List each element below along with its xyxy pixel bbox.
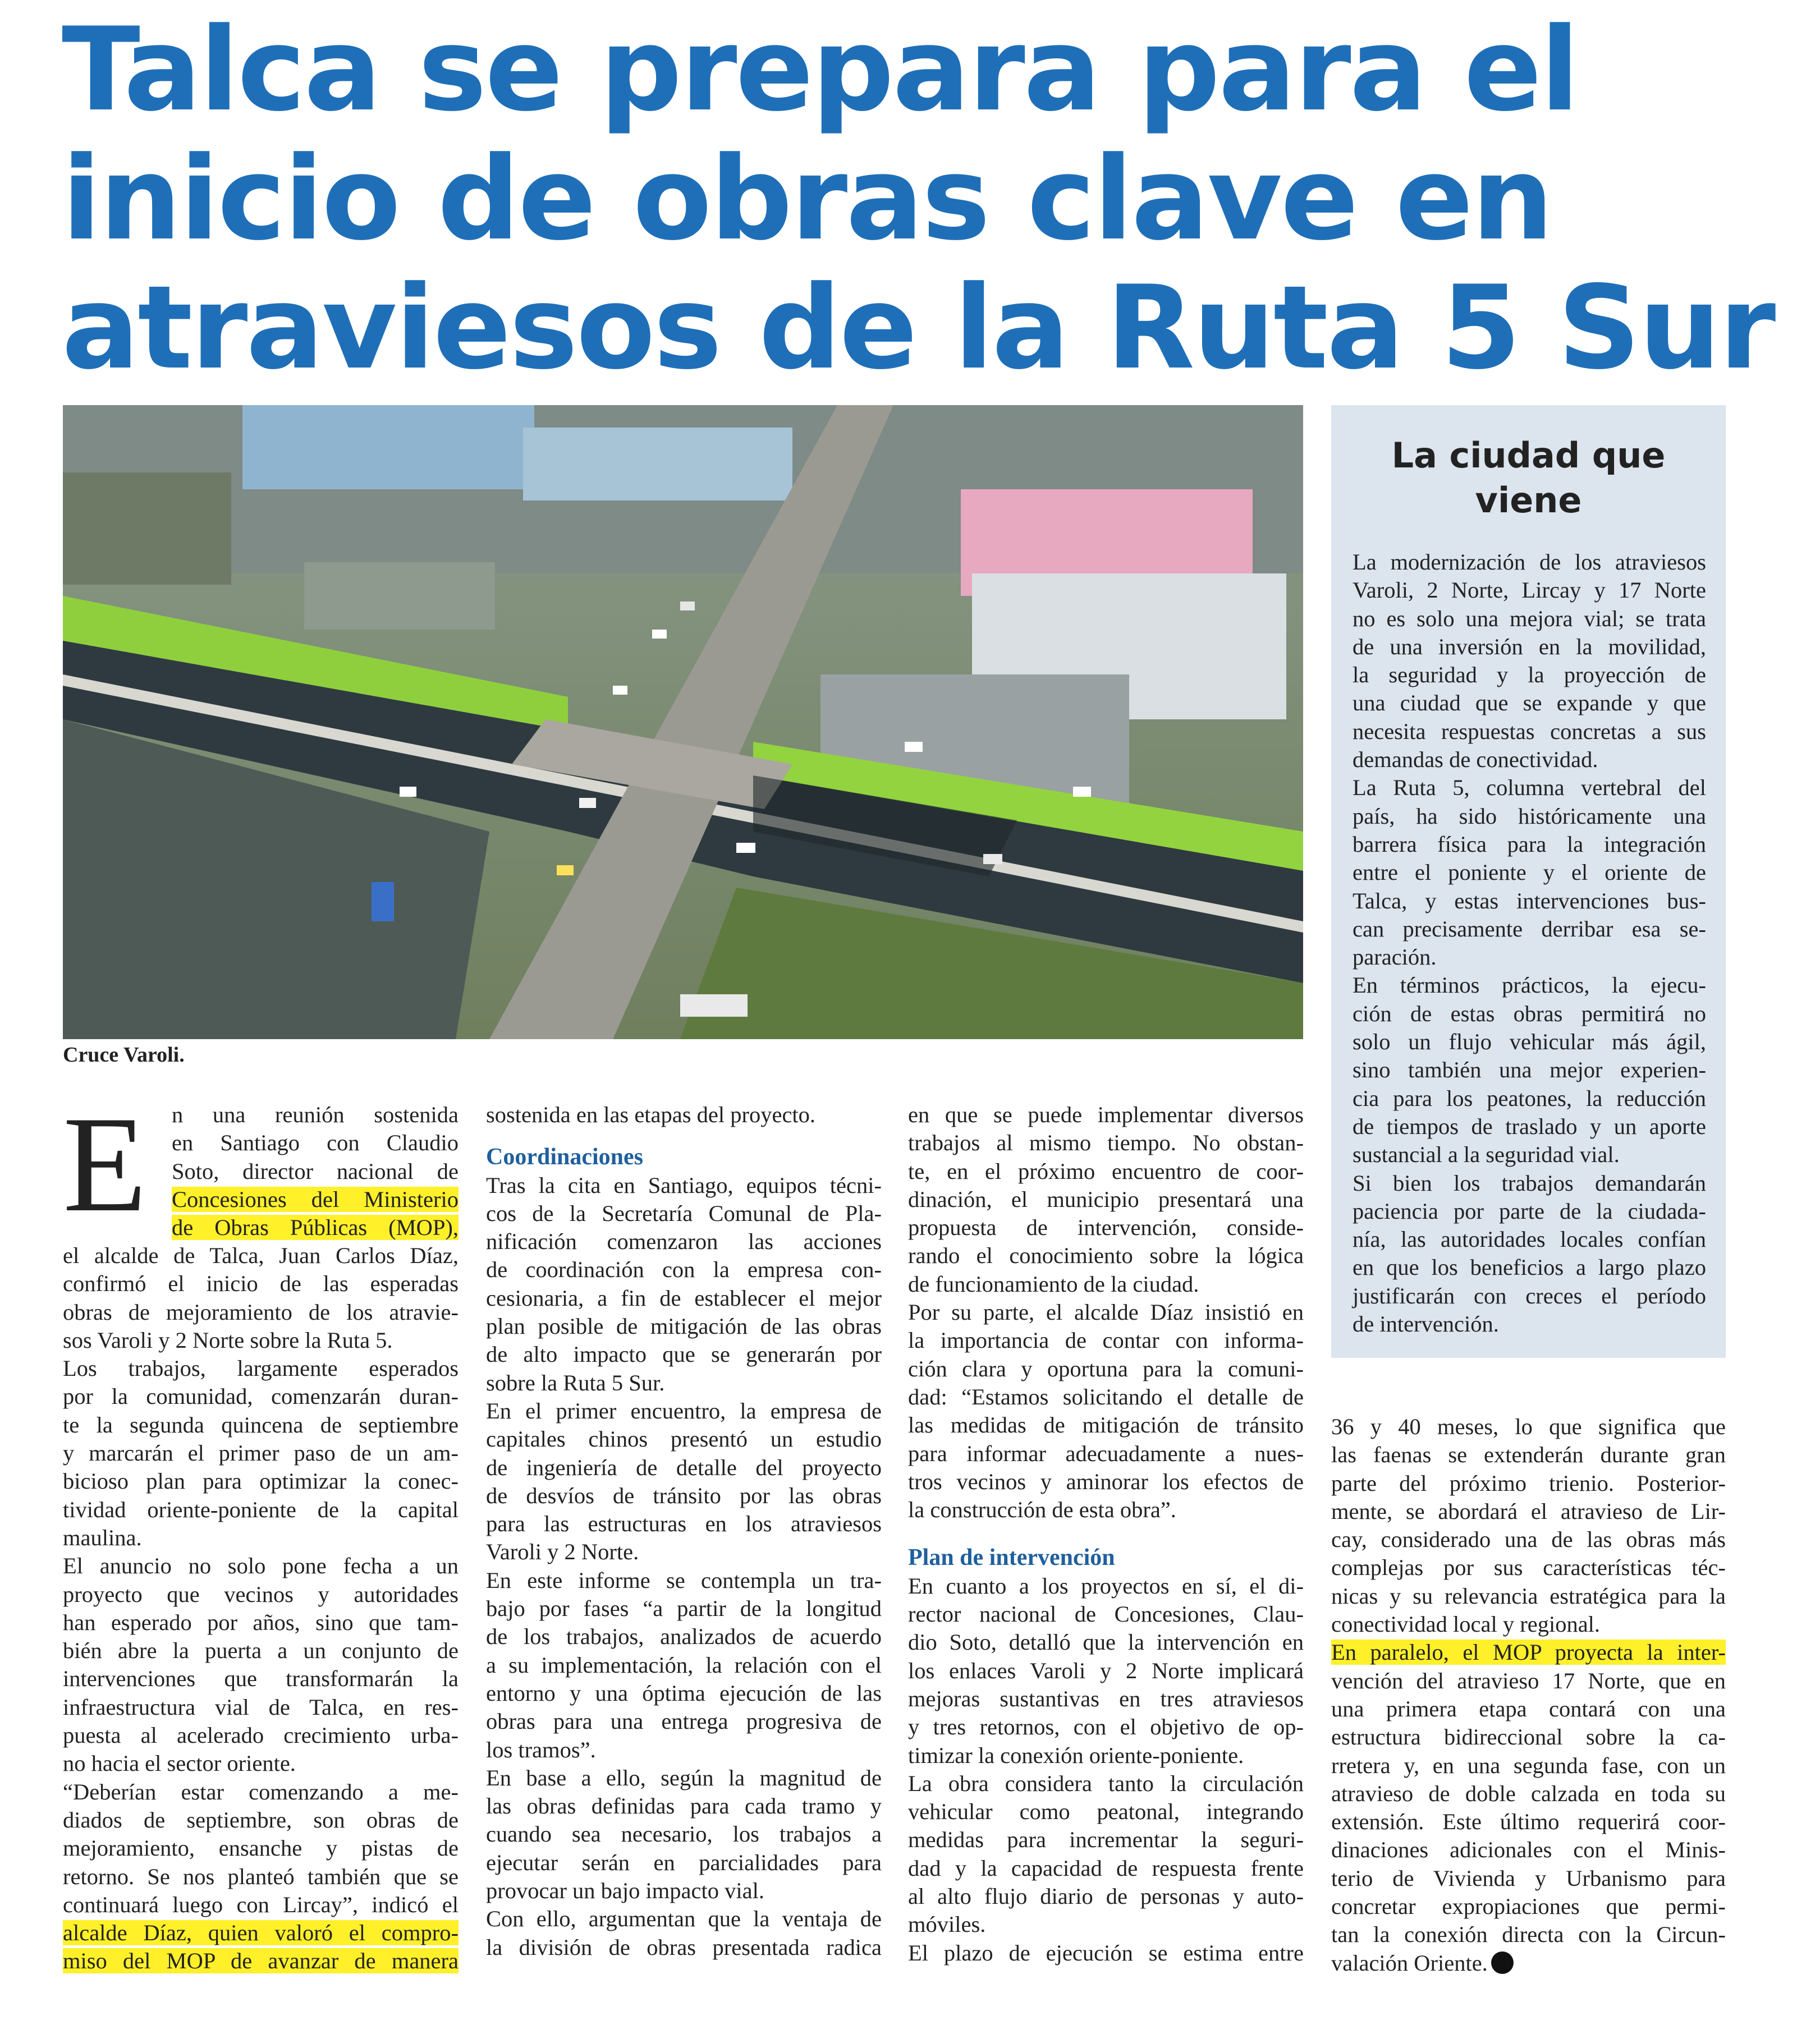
- text-line: el alcalde de Talca, Juan Carlos Díaz,: [63, 1243, 459, 1268]
- sidebar-title: [1331, 433, 1726, 523]
- text-line: propuesta de intervención, conside-: [908, 1215, 1304, 1241]
- text-line: han esperado por años, sino que tam-: [63, 1609, 459, 1635]
- text-line: paración.: [1353, 944, 1437, 970]
- text-line: justificarán con creces el período: [1353, 1283, 1706, 1308]
- text-line: los tramos”.: [486, 1737, 596, 1762]
- text-line: La modernización de los atraviesos: [1353, 549, 1706, 575]
- text-line: dad y la capacidad de respuesta frente: [908, 1855, 1304, 1881]
- text-line: [172, 1214, 459, 1242]
- text-line: maulina.: [63, 1525, 142, 1550]
- text-line: sustancial a la seguridad vial.: [1353, 1142, 1620, 1168]
- text-line: Por su parte, el alcalde Díaz insistió en: [908, 1300, 1304, 1325]
- text-line: nificación comenzaron las acciones: [486, 1229, 882, 1255]
- text-line: y tres retornos, con el objetivo de op-: [908, 1714, 1304, 1740]
- text-line: cesionaria, a fin de establecer el mejor: [486, 1285, 882, 1311]
- text-line: una ciudad que se expande y que: [1353, 690, 1706, 716]
- text-line: en que los beneficios a largo plazo: [1353, 1255, 1706, 1280]
- text-line: dad: “Estamos solicitando el detalle de: [908, 1384, 1304, 1409]
- text-line: la división de obras presentada radica: [486, 1934, 882, 1960]
- text-line: La obra considera tanto la circulación: [908, 1770, 1304, 1796]
- text-line: cuando sea necesario, los trabajos a: [486, 1821, 882, 1847]
- text-line: estructura bidireccional sobre la ca-: [1331, 1724, 1726, 1750]
- text-line: barrera física para la integración: [1353, 831, 1706, 857]
- text-line: mejoramiento, ensanche y pistas de: [63, 1835, 459, 1861]
- text-line: En base a ello, según la magnitud de: [486, 1765, 882, 1790]
- highlighted-text: miso del MOP de avanzar de manera: [63, 1948, 459, 1974]
- text-line: [63, 1919, 459, 1947]
- text-line: de alto impacto que se generarán por: [486, 1342, 882, 1367]
- photo-caption: Cruce Varoli.: [63, 1043, 185, 1067]
- text-line: rretera y, en una segunda fase, con un: [1331, 1752, 1726, 1778]
- text-line: conectividad local y regional.: [1331, 1611, 1601, 1637]
- subheading-plan-de-intervencion: Plan de intervención: [908, 1545, 1115, 1571]
- text-line: cay, considerado una de las obras más: [1331, 1527, 1726, 1553]
- text-line: 36 y 40 meses, lo que significa que: [1331, 1414, 1726, 1439]
- article-column-3: [908, 1101, 1304, 1967]
- text-line: diados de septiembre, son obras de: [63, 1807, 459, 1833]
- text-line: de funcionamiento de la ciudad.: [908, 1271, 1199, 1297]
- text-line: En cuanto a los proyectos en sí, el di-: [908, 1573, 1304, 1599]
- text-line: plan posible de mitigación de las obras: [486, 1314, 882, 1339]
- text-line: Tras la cita en Santiago, equipos técni-: [486, 1172, 882, 1198]
- text-line: terio de Vivienda y Urbanismo para: [1331, 1865, 1726, 1891]
- text-line: infraestructura vial de Talca, en res-: [63, 1694, 459, 1720]
- text-line: rector nacional de Concesiones, Clau-: [908, 1601, 1304, 1627]
- text-line: a su implementación, la relación con el: [486, 1652, 882, 1678]
- article-column-1: [172, 1101, 459, 1242]
- text-line: medidas para incrementar la seguri-: [908, 1827, 1304, 1853]
- article-column-1-body: [63, 1242, 459, 1976]
- text-line: intervenciones que transformarán la: [63, 1666, 459, 1692]
- text-line: Talca, y estas intervenciones bus-: [1353, 888, 1706, 913]
- text-line: mente, se abordará el atravieso de Lir-: [1331, 1498, 1726, 1524]
- text-line: Soto, director nacional de: [172, 1158, 459, 1184]
- text-line: sos Varoli y 2 Norte sobre la Ruta 5.: [63, 1327, 393, 1353]
- text-line: ción clara y oportuna para la comuni-: [908, 1356, 1304, 1381]
- text-line: [1331, 1949, 1726, 1977]
- drop-cap: E: [63, 1088, 147, 1240]
- text-line: de intervención.: [1353, 1311, 1499, 1337]
- text-line: sostenida en las etapas del proyecto.: [486, 1102, 816, 1127]
- text-line: obras de mejoramiento de los atravie-: [63, 1299, 459, 1325]
- text-line: timizar la conexión oriente-poniente.: [908, 1742, 1244, 1768]
- paragraph-gap: [908, 1524, 1304, 1544]
- text-line: extensión. Este último requerirá coor-: [1331, 1809, 1726, 1835]
- headline-line: Talca se prepara para el: [62, 3, 1578, 137]
- text-line: Si bien los trabajos demandarán: [1353, 1170, 1706, 1196]
- text-line: las obras definidas para cada tramo y: [486, 1793, 882, 1819]
- text-line: parte del próximo trienio. Posterior-: [1331, 1470, 1726, 1496]
- article-column-2: [486, 1101, 882, 1962]
- text-line: mejoras sustantivas en tres atraviesos: [908, 1686, 1304, 1711]
- highlighted-text: alcalde Díaz, quien valoró el compro-: [63, 1920, 459, 1946]
- subheading-coordinaciones: Coordinaciones: [486, 1144, 644, 1170]
- text-line: bajo por fases “a partir de la longitud: [486, 1596, 882, 1622]
- text-line: las medidas de mitigación de tránsito: [908, 1412, 1304, 1438]
- highlighted-text: En paralelo, el MOP proyecta la inter-: [1331, 1640, 1726, 1665]
- text-line: paciencia por parte de la ciudada-: [1353, 1198, 1706, 1224]
- text-line: bicioso plan para optimizar la conec-: [63, 1468, 459, 1494]
- text-line: móviles.: [908, 1912, 986, 1937]
- text-line: trabajos al mismo tiempo. No obstan-: [908, 1130, 1304, 1156]
- aerial-photo-illustration: [63, 405, 1303, 1039]
- text-line: te, en el próximo encuentro de coor-: [908, 1158, 1304, 1184]
- text-line: no es solo una mejora vial; se trata: [1353, 605, 1706, 631]
- text-line: capitales chinos presentó un estudio: [486, 1426, 882, 1452]
- article-column-4: [1331, 1413, 1726, 1977]
- text-line: en que se puede implementar diversos: [908, 1102, 1304, 1127]
- text-line: Varoli y 2 Norte.: [486, 1539, 639, 1565]
- text-line: cia para los peatones, la reducción: [1353, 1085, 1706, 1111]
- text-line: entre el poniente y el oriente de: [1353, 860, 1706, 885]
- text-line: de una inversión en la movilidad,: [1353, 633, 1706, 659]
- text-line: proyecto que vecinos y autoridades: [63, 1581, 459, 1607]
- text-line: país, ha sido históricamente una: [1353, 803, 1706, 829]
- text-line: por la comunidad, comenzarán duran-: [63, 1384, 459, 1409]
- text-line: tros vecinos y aminorar los efectos de: [908, 1468, 1304, 1494]
- text-line: no hacia el sector oriente.: [63, 1751, 296, 1776]
- text-line: El anuncio no solo pone fecha a un: [63, 1553, 459, 1579]
- end-of-article-dot-icon: [1491, 1951, 1514, 1974]
- text-line: de desvíos de tránsito por las obras: [486, 1482, 882, 1508]
- text-line: sino también una mejor experien-: [1353, 1057, 1706, 1083]
- text-line: ción de estas obras permitirá no: [1353, 1000, 1706, 1026]
- paragraph-gap: [486, 1129, 882, 1143]
- text-line: En el primer encuentro, la empresa de: [486, 1398, 882, 1424]
- text-line: confirmó el inicio de las esperadas: [63, 1271, 459, 1297]
- text-line: La Ruta 5, columna vertebral del: [1353, 775, 1706, 801]
- text-line: de tiempos de traslado y un aporte: [1353, 1113, 1706, 1139]
- text-line: demandas de conectividad.: [1353, 747, 1598, 773]
- text-line: dinación, el municipio presentará una: [908, 1186, 1304, 1212]
- text-line: de ingeniería de detalle del proyecto: [486, 1454, 882, 1480]
- text-line: para las estructuras en los atraviesos: [486, 1511, 882, 1537]
- text-line: [172, 1186, 459, 1214]
- text-line: necesita respuestas concretas a sus: [1353, 718, 1706, 744]
- sidebar-title-line: La ciudad que: [1391, 435, 1666, 476]
- text-line: sobre la Ruta 5 Sur.: [486, 1370, 665, 1395]
- text-line: obras para una entrega progresiva de: [486, 1709, 882, 1734]
- text-line: solo un flujo vehicular más ágil,: [1353, 1029, 1706, 1055]
- text-line: can precisamente derribar esa se-: [1353, 916, 1706, 942]
- text-line: retorno. Se nos planteó también que se: [63, 1863, 459, 1889]
- text-line-content: valación Oriente.: [1331, 1950, 1488, 1976]
- text-line: En este informe se contempla un tra-: [486, 1567, 882, 1593]
- text-line: dinaciones adicionales con el Minis-: [1331, 1837, 1726, 1863]
- text-line: ejecutar serán en parcialidades para: [486, 1849, 882, 1875]
- text-line: al alto flujo diario de personas y auto-: [908, 1884, 1304, 1909]
- text-line: atravieso de doble calzada en toda su: [1331, 1780, 1726, 1806]
- headline-line: inicio de obras clave en: [62, 132, 1552, 266]
- headline-line: atraviesos de la Ruta 5 Sur: [62, 261, 1775, 395]
- highlighted-text: de Obras Públicas (MOP),: [172, 1215, 459, 1241]
- text-line: puesta al acelerado crecimiento urba-: [63, 1723, 459, 1748]
- text-line: tividad oriente-poniente de la capital: [63, 1496, 459, 1522]
- text-line: [1331, 1638, 1726, 1666]
- text-line: la importancia de contar con informa-: [908, 1328, 1304, 1353]
- text-line: En términos prácticos, la ejecu-: [1353, 972, 1706, 998]
- text-line: y marcarán el primer paso de un am-: [63, 1440, 459, 1466]
- text-line: en Santiago con Claudio: [172, 1130, 459, 1156]
- highlighted-text: Concesiones del Ministerio: [172, 1186, 459, 1212]
- text-line: de coordinación con la empresa con-: [486, 1257, 882, 1283]
- text-line: concretar expropiaciones que permi-: [1331, 1894, 1726, 1920]
- text-line: las faenas se extenderán durante gran: [1331, 1442, 1726, 1468]
- text-line: Los trabajos, largamente esperados: [63, 1356, 459, 1381]
- text-line: tan la conexión directa con la Circun-: [1331, 1922, 1726, 1948]
- text-line: nicas y su relevancia estratégica para la: [1331, 1583, 1726, 1609]
- text-line: [63, 1947, 459, 1975]
- text-line: El plazo de ejecución se estima entre: [908, 1940, 1304, 1966]
- text-line: para informar adecuadamente a nues-: [908, 1440, 1304, 1466]
- text-line: provocar un bajo impacto vial.: [486, 1878, 764, 1904]
- text-line: n una reunión sostenida: [172, 1102, 459, 1127]
- text-line: la seguridad y la proyección de: [1353, 662, 1706, 688]
- text-line: de los trabajos, analizados de acuerdo: [486, 1624, 882, 1650]
- text-line: cos de la Secretaría Comunal de Pla-: [486, 1200, 882, 1226]
- text-line: la construcción de esta obra”.: [908, 1497, 1176, 1523]
- text-line: nía, las autoridades locales confían: [1353, 1227, 1706, 1252]
- text-line: vención del atravieso 17 Norte, que en: [1331, 1668, 1726, 1693]
- sidebar-box: [1331, 405, 1726, 1358]
- text-line: dio Soto, detalló que la intervención en: [908, 1629, 1304, 1655]
- sidebar-title-line: viene: [1475, 480, 1582, 521]
- text-line: los enlaces Varoli y 2 Norte implicará: [908, 1657, 1304, 1683]
- aerial-photo: [63, 405, 1303, 1039]
- text-line: Con ello, argumentan que la ventaja de: [486, 1906, 882, 1932]
- text-line: continuará luego con Lircay”, indicó el: [63, 1891, 459, 1917]
- text-line: una primera etapa contará con una: [1331, 1696, 1726, 1721]
- text-line: bién abre la puerta a un conjunto de: [63, 1638, 459, 1664]
- text-line: complejas por sus características téc-: [1331, 1555, 1726, 1581]
- text-line: rando el conocimiento sobre la lógica: [908, 1243, 1304, 1269]
- text-line: entorno y una óptima ejecución de las: [486, 1680, 882, 1706]
- headline: [62, 3, 1775, 395]
- text-line: Varoli, 2 Norte, Lircay y 17 Norte: [1353, 577, 1706, 603]
- text-line: te la segunda quincena de septiembre: [63, 1412, 459, 1438]
- text-line: vehicular como peatonal, integrando: [908, 1799, 1304, 1825]
- sidebar-body: [1353, 548, 1706, 1338]
- text-line: “Deberían estar comenzando a me-: [63, 1779, 459, 1804]
